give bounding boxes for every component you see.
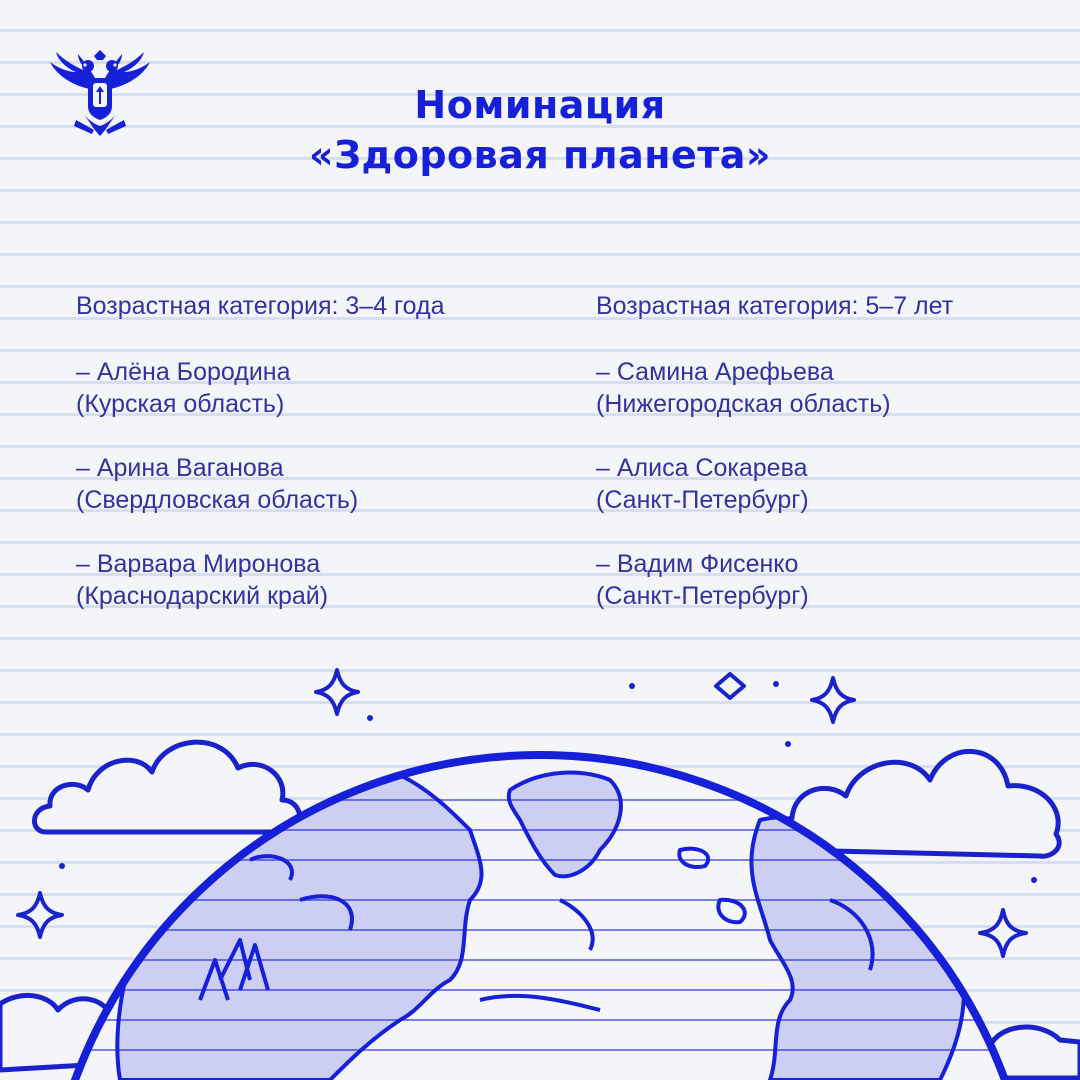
winner-region: (Краснодарский край) [76, 582, 329, 610]
page-title [0, 80, 1080, 180]
winner-entry [596, 452, 1076, 516]
category-heading: Возрастная категория: 3–4 года [76, 292, 445, 320]
winner-region: (Санкт-Петербург) [596, 486, 809, 514]
globe-illustration [0, 640, 1080, 1080]
winner-name: – Вадим Фисенко [596, 550, 799, 578]
winner-name: – Варвара Миронова [76, 550, 321, 578]
winner-region: (Нижегородская область) [596, 390, 891, 418]
winner-entry [596, 548, 1076, 612]
age-category-column-right [596, 290, 1076, 644]
winner-region: (Санкт-Петербург) [596, 582, 809, 610]
winner-entry [76, 452, 556, 516]
winner-entry [76, 356, 556, 420]
winner-entry [596, 356, 1076, 420]
age-category-column-left [76, 290, 556, 644]
winner-entry [76, 548, 556, 612]
winner-name: – Самина Арефьева [596, 358, 834, 386]
winner-name: – Алиса Сокарева [596, 454, 808, 482]
winner-region: (Свердловская область) [76, 486, 359, 514]
title-line-2: «Здоровая планета» [309, 133, 771, 177]
winner-name: – Арина Ваганова [76, 454, 284, 482]
cloud-icon [34, 742, 299, 832]
title-line-1: Номинация [414, 83, 666, 127]
winner-name: – Алёна Бородина [76, 358, 291, 386]
category-heading: Возрастная категория: 5–7 лет [596, 292, 954, 320]
winner-region: (Курская область) [76, 390, 285, 418]
